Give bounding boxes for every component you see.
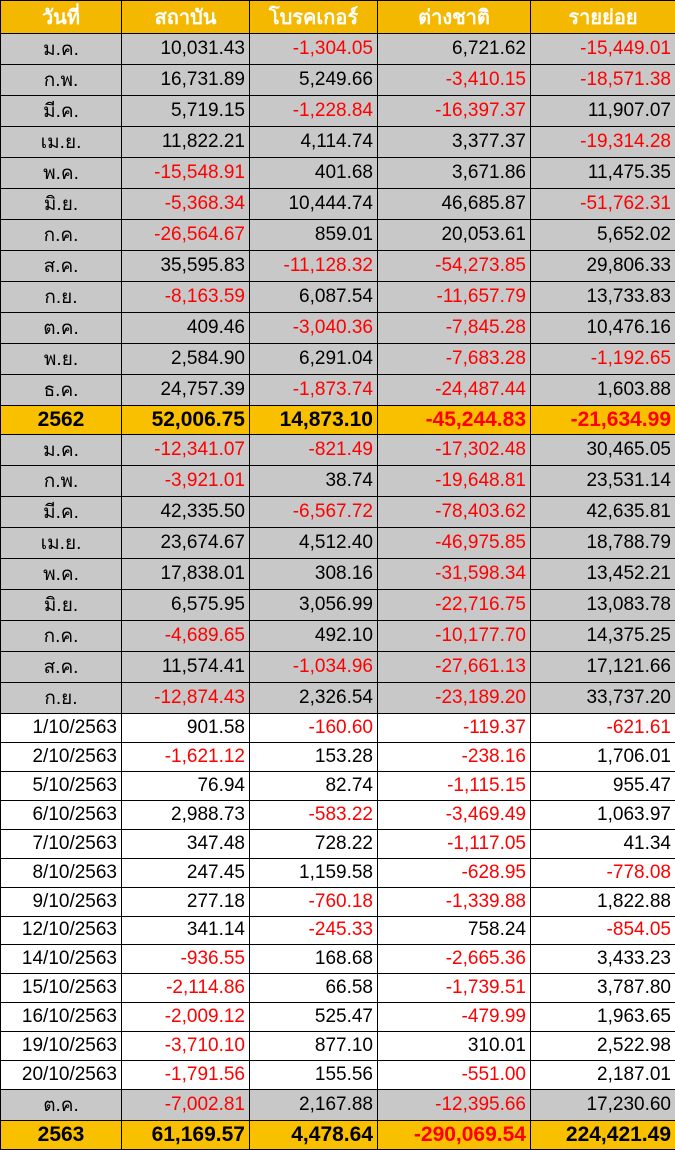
institution-cell: 76.94	[122, 771, 250, 800]
day-row	[1, 771, 675, 800]
broker-cell: 66.58	[250, 974, 378, 1003]
foreign-cell: -119.37	[378, 713, 531, 742]
broker-cell: 401.68	[250, 158, 378, 189]
institution-cell: 901.58	[122, 713, 250, 742]
date-cell: 14/10/2563	[1, 945, 122, 974]
institution-cell: 61,169.57	[122, 1121, 250, 1150]
retail-cell: 23,531.14	[531, 465, 675, 496]
institution-cell: -936.55	[122, 945, 250, 974]
institution-cell: -12,874.43	[122, 682, 250, 713]
foreign-cell: -7,845.28	[378, 313, 531, 344]
retail-cell: -621.61	[531, 713, 675, 742]
retail-cell: 3,433.23	[531, 945, 675, 974]
retail-cell: 1,706.01	[531, 742, 675, 771]
foreign-cell: -1,339.88	[378, 887, 531, 916]
date-cell: มี.ค.	[1, 96, 122, 127]
retail-cell: 18,788.79	[531, 527, 675, 558]
broker-cell: -760.18	[250, 887, 378, 916]
foreign-cell: -31,598.34	[378, 558, 531, 589]
institution-cell: 341.14	[122, 916, 250, 945]
retail-cell: 13,452.21	[531, 558, 675, 589]
institution-cell: 35,595.83	[122, 251, 250, 282]
foreign-cell: -551.00	[378, 1061, 531, 1090]
retail-cell: 1,063.97	[531, 800, 675, 829]
foreign-cell: -1,115.15	[378, 771, 531, 800]
month-row	[1, 651, 675, 682]
retail-cell: 13,733.83	[531, 282, 675, 313]
date-cell: เม.ย.	[1, 527, 122, 558]
day-row	[1, 829, 675, 858]
retail-cell: 42,635.81	[531, 496, 675, 527]
institution-cell: 52,006.75	[122, 406, 250, 435]
broker-cell: -6,567.72	[250, 496, 378, 527]
date-cell: พ.ย.	[1, 344, 122, 375]
institution-cell: -3,921.01	[122, 465, 250, 496]
retail-cell: 13,083.78	[531, 589, 675, 620]
date-cell: ต.ค.	[1, 313, 122, 344]
year-total-row	[1, 406, 675, 435]
date-cell: ก.ค.	[1, 620, 122, 651]
retail-cell: 5,652.02	[531, 220, 675, 251]
date-cell: 19/10/2563	[1, 1032, 122, 1061]
retail-cell: 3,787.80	[531, 974, 675, 1003]
retail-cell: 1,822.88	[531, 887, 675, 916]
month-row	[1, 189, 675, 220]
foreign-cell: -628.95	[378, 858, 531, 887]
foreign-cell: 310.01	[378, 1032, 531, 1061]
foreign-cell: -238.16	[378, 742, 531, 771]
foreign-cell: -479.99	[378, 1003, 531, 1032]
retail-cell: 33,737.20	[531, 682, 675, 713]
day-row	[1, 1061, 675, 1090]
day-row	[1, 858, 675, 887]
retail-cell: 30,465.05	[531, 434, 675, 465]
day-row	[1, 1003, 675, 1032]
retail-cell: 224,421.49	[531, 1121, 675, 1150]
date-cell: ธ.ค.	[1, 375, 122, 406]
month-row	[1, 589, 675, 620]
date-cell: พ.ค.	[1, 558, 122, 589]
broker-cell: 525.47	[250, 1003, 378, 1032]
month-row	[1, 1090, 675, 1121]
retail-cell: 14,375.25	[531, 620, 675, 651]
date-cell: พ.ค.	[1, 158, 122, 189]
retail-cell: 41.34	[531, 829, 675, 858]
foreign-cell: 3,671.86	[378, 158, 531, 189]
foreign-cell: 46,685.87	[378, 189, 531, 220]
institution-cell: -3,710.10	[122, 1032, 250, 1061]
day-row	[1, 945, 675, 974]
institution-cell: -1,621.12	[122, 742, 250, 771]
institution-cell: 2,988.73	[122, 800, 250, 829]
retail-cell: -51,762.31	[531, 189, 675, 220]
broker-cell: -1,034.96	[250, 651, 378, 682]
foreign-cell: 3,377.37	[378, 127, 531, 158]
day-row	[1, 713, 675, 742]
month-row	[1, 558, 675, 589]
institution-cell: 247.45	[122, 858, 250, 887]
retail-cell: 11,475.35	[531, 158, 675, 189]
institution-cell: 11,822.21	[122, 127, 250, 158]
date-cell: ส.ค.	[1, 251, 122, 282]
institution-cell: 5,719.15	[122, 96, 250, 127]
retail-cell: 17,121.66	[531, 651, 675, 682]
foreign-cell: -16,397.37	[378, 96, 531, 127]
header-institution: สถาบัน	[122, 1, 250, 34]
institution-cell: 16,731.89	[122, 65, 250, 96]
broker-cell: 168.68	[250, 945, 378, 974]
broker-cell: -160.60	[250, 713, 378, 742]
day-row	[1, 974, 675, 1003]
date-cell: ส.ค.	[1, 651, 122, 682]
institution-cell: 10,031.43	[122, 34, 250, 65]
date-cell: ม.ค.	[1, 34, 122, 65]
retail-cell: 10,476.16	[531, 313, 675, 344]
month-row	[1, 313, 675, 344]
broker-cell: -583.22	[250, 800, 378, 829]
date-cell: 2/10/2563	[1, 742, 122, 771]
broker-cell: 2,326.54	[250, 682, 378, 713]
retail-cell: -1,192.65	[531, 344, 675, 375]
date-cell: 2562	[1, 406, 122, 435]
broker-cell: 6,291.04	[250, 344, 378, 375]
retail-cell: -21,634.99	[531, 406, 675, 435]
broker-cell: 10,444.74	[250, 189, 378, 220]
broker-cell: 82.74	[250, 771, 378, 800]
institution-cell: 17,838.01	[122, 558, 250, 589]
month-row	[1, 496, 675, 527]
broker-cell: 153.28	[250, 742, 378, 771]
institution-cell: -26,564.67	[122, 220, 250, 251]
month-row	[1, 375, 675, 406]
broker-cell: 1,159.58	[250, 858, 378, 887]
date-cell: ก.พ.	[1, 465, 122, 496]
foreign-cell: -19,648.81	[378, 465, 531, 496]
broker-cell: 308.16	[250, 558, 378, 589]
foreign-cell: -22,716.75	[378, 589, 531, 620]
broker-cell: -1,873.74	[250, 375, 378, 406]
header-row	[1, 1, 675, 34]
retail-cell: 1,603.88	[531, 375, 675, 406]
date-cell: 12/10/2563	[1, 916, 122, 945]
retail-cell: -19,314.28	[531, 127, 675, 158]
date-cell: ม.ค.	[1, 434, 122, 465]
institution-cell: -12,341.07	[122, 434, 250, 465]
foreign-cell: -54,273.85	[378, 251, 531, 282]
retail-cell: 29,806.33	[531, 251, 675, 282]
broker-cell: 155.56	[250, 1061, 378, 1090]
foreign-cell: -11,657.79	[378, 282, 531, 313]
institution-cell: 409.46	[122, 313, 250, 344]
retail-cell: 2,187.01	[531, 1061, 675, 1090]
broker-cell: -821.49	[250, 434, 378, 465]
table-body	[1, 34, 675, 1150]
retail-cell: 17,230.60	[531, 1090, 675, 1121]
foreign-cell: -24,487.44	[378, 375, 531, 406]
institution-cell: -7,002.81	[122, 1090, 250, 1121]
date-cell: ก.ย.	[1, 282, 122, 313]
day-row	[1, 800, 675, 829]
date-cell: 8/10/2563	[1, 858, 122, 887]
month-row	[1, 620, 675, 651]
broker-cell: 859.01	[250, 220, 378, 251]
institution-cell: 6,575.95	[122, 589, 250, 620]
institution-cell: 347.48	[122, 829, 250, 858]
date-cell: ก.พ.	[1, 65, 122, 96]
institution-cell: -2,009.12	[122, 1003, 250, 1032]
institution-cell: 2,584.90	[122, 344, 250, 375]
foreign-cell: 758.24	[378, 916, 531, 945]
month-row	[1, 465, 675, 496]
broker-cell: -3,040.36	[250, 313, 378, 344]
foreign-cell: -23,189.20	[378, 682, 531, 713]
month-row	[1, 282, 675, 313]
broker-cell: 6,087.54	[250, 282, 378, 313]
year-total-row	[1, 1121, 675, 1150]
header-retail: รายย่อย	[531, 1, 675, 34]
day-row	[1, 742, 675, 771]
day-row	[1, 916, 675, 945]
date-cell: 6/10/2563	[1, 800, 122, 829]
retail-cell: 1,963.65	[531, 1003, 675, 1032]
broker-cell: -1,228.84	[250, 96, 378, 127]
month-row	[1, 65, 675, 96]
foreign-cell: -2,665.36	[378, 945, 531, 974]
foreign-cell: -1,739.51	[378, 974, 531, 1003]
foreign-cell: -27,661.13	[378, 651, 531, 682]
institution-cell: 23,674.67	[122, 527, 250, 558]
date-cell: ต.ค.	[1, 1090, 122, 1121]
date-cell: เม.ย.	[1, 127, 122, 158]
broker-cell: 38.74	[250, 465, 378, 496]
broker-cell: 5,249.66	[250, 65, 378, 96]
month-row	[1, 127, 675, 158]
date-cell: 1/10/2563	[1, 713, 122, 742]
month-row	[1, 434, 675, 465]
institution-cell: -2,114.86	[122, 974, 250, 1003]
broker-cell: 3,056.99	[250, 589, 378, 620]
month-row	[1, 96, 675, 127]
foreign-cell: -46,975.85	[378, 527, 531, 558]
foreign-cell: -290,069.54	[378, 1121, 531, 1150]
date-cell: ก.ย.	[1, 682, 122, 713]
date-cell: มิ.ย.	[1, 589, 122, 620]
broker-cell: -1,304.05	[250, 34, 378, 65]
foreign-cell: -3,469.49	[378, 800, 531, 829]
broker-cell: -245.33	[250, 916, 378, 945]
broker-cell: -11,128.32	[250, 251, 378, 282]
month-row	[1, 158, 675, 189]
foreign-cell: 20,053.61	[378, 220, 531, 251]
day-row	[1, 887, 675, 916]
foreign-cell: -3,410.15	[378, 65, 531, 96]
retail-cell: 955.47	[531, 771, 675, 800]
day-row	[1, 1032, 675, 1061]
date-cell: 20/10/2563	[1, 1061, 122, 1090]
institution-cell: -15,548.91	[122, 158, 250, 189]
month-row	[1, 251, 675, 282]
date-cell: 16/10/2563	[1, 1003, 122, 1032]
foreign-cell: -78,403.62	[378, 496, 531, 527]
retail-cell: -18,571.38	[531, 65, 675, 96]
broker-cell: 728.22	[250, 829, 378, 858]
date-cell: 9/10/2563	[1, 887, 122, 916]
foreign-cell: -1,117.05	[378, 829, 531, 858]
date-cell: 5/10/2563	[1, 771, 122, 800]
institution-cell: -1,791.56	[122, 1061, 250, 1090]
foreign-cell: -10,177.70	[378, 620, 531, 651]
foreign-cell: -12,395.66	[378, 1090, 531, 1121]
header-foreign: ต่างชาติ	[378, 1, 531, 34]
date-cell: ก.ค.	[1, 220, 122, 251]
foreign-cell: 6,721.62	[378, 34, 531, 65]
header-date: วันที่	[1, 1, 122, 34]
date-cell: 7/10/2563	[1, 829, 122, 858]
month-row	[1, 527, 675, 558]
institution-cell: 277.18	[122, 887, 250, 916]
header-broker: โบรคเกอร์	[250, 1, 378, 34]
institution-cell: 42,335.50	[122, 496, 250, 527]
institution-cell: 24,757.39	[122, 375, 250, 406]
date-cell: มิ.ย.	[1, 189, 122, 220]
institution-cell: -8,163.59	[122, 282, 250, 313]
institution-cell: 11,574.41	[122, 651, 250, 682]
month-row	[1, 682, 675, 713]
date-cell: มี.ค.	[1, 496, 122, 527]
broker-cell: 2,167.88	[250, 1090, 378, 1121]
broker-cell: 4,114.74	[250, 127, 378, 158]
broker-cell: 14,873.10	[250, 406, 378, 435]
retail-cell: -778.08	[531, 858, 675, 887]
institution-cell: -4,689.65	[122, 620, 250, 651]
broker-cell: 4,512.40	[250, 527, 378, 558]
retail-cell: 11,907.07	[531, 96, 675, 127]
broker-cell: 492.10	[250, 620, 378, 651]
month-row	[1, 344, 675, 375]
broker-cell: 4,478.64	[250, 1121, 378, 1150]
month-row	[1, 220, 675, 251]
foreign-cell: -7,683.28	[378, 344, 531, 375]
retail-cell: 2,522.98	[531, 1032, 675, 1061]
foreign-cell: -17,302.48	[378, 434, 531, 465]
month-row	[1, 34, 675, 65]
retail-cell: -15,449.01	[531, 34, 675, 65]
date-cell: 15/10/2563	[1, 974, 122, 1003]
foreign-cell: -45,244.83	[378, 406, 531, 435]
broker-cell: 877.10	[250, 1032, 378, 1061]
date-cell: 2563	[1, 1121, 122, 1150]
retail-cell: -854.05	[531, 916, 675, 945]
institution-cell: -5,368.34	[122, 189, 250, 220]
